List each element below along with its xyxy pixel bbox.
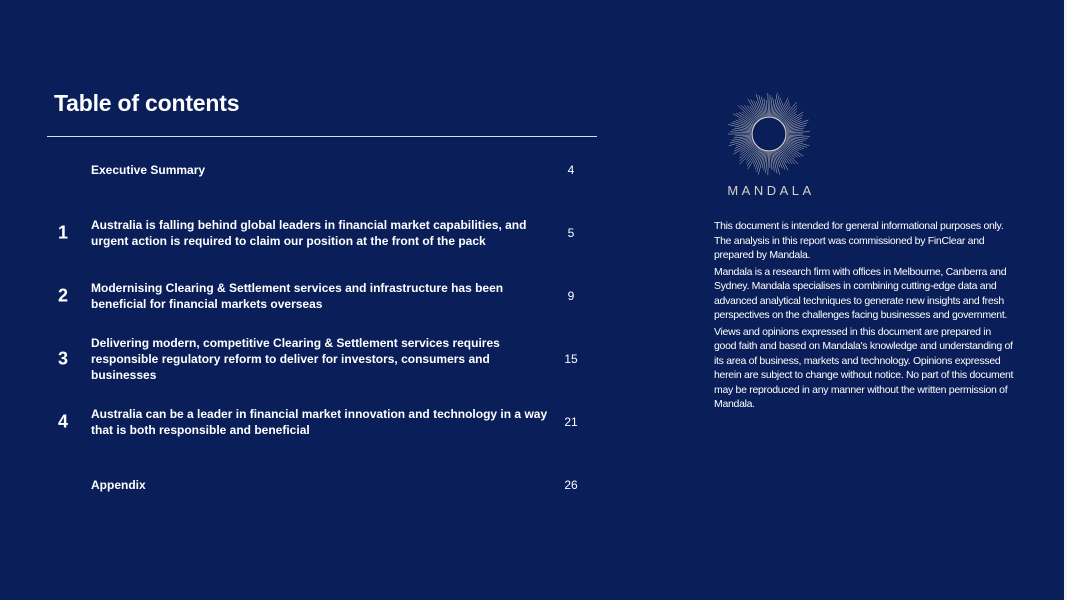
sunburst-ray — [787, 136, 808, 138]
toc-item-title: Modernising Clearing & Settlement services and infrastructure has been beneficial for financial markets overseas — [91, 281, 504, 311]
disclaimer-paragraph: Views and opinions expressed in this document are prepared in good faith and based on Mandala's knowledge and understanding of its area of business, markets and technology. Opinions expressed herein are subject to change without notice. No part of this document may be reproduced in any manner without the written permission of Mandala. — [714, 325, 1014, 410]
sunburst-ray — [770, 95, 771, 116]
toc-item-number: 4 — [58, 411, 69, 432]
sunburst-ray — [732, 130, 751, 132]
toc-item-title: Appendix — [91, 478, 146, 492]
toc-item-executive-summary[interactable] — [0, 150, 600, 190]
sunburst-ray — [776, 103, 783, 118]
toc-item-number: 1 — [58, 222, 69, 243]
sunburst-ray — [733, 121, 752, 128]
sunburst-ray — [735, 135, 751, 136]
disclaimer-block — [714, 219, 1014, 414]
toc-item-page: 21 — [564, 415, 578, 429]
toc-item-page: 9 — [567, 289, 575, 303]
logo-wordmark: MANDALA — [727, 183, 815, 198]
sunburst-ray — [787, 132, 810, 133]
toc-item-number: 3 — [58, 348, 69, 369]
toc-item-title: Australia is falling behind global leaders in financial market capabilities, and urgent action is required to claim our position at the front of the pack — [91, 218, 527, 248]
sunburst-ray — [730, 132, 751, 133]
toc-item-number: 2 — [58, 285, 69, 306]
mandala-sunburst-icon — [724, 92, 814, 182]
toc-item-page: 26 — [564, 478, 578, 492]
title-divider — [47, 136, 597, 137]
sunburst-ray — [768, 93, 769, 116]
toc-item-section-4[interactable] — [0, 402, 600, 442]
sunburst-ray — [786, 120, 802, 127]
sunburst-ray — [739, 112, 754, 123]
sunburst-ray — [786, 139, 809, 146]
toc-item-page: 5 — [567, 226, 575, 240]
sunburst-ray — [776, 100, 783, 117]
sunburst-ray — [768, 152, 769, 175]
toc-item-title: Delivering modern, competitive Clearing & Settlement services requires responsible regulatory reform to deliver for investors, consumers and businesses — [91, 336, 500, 382]
disclaimer-paragraph: This document is intended for general informational purposes only. The analysis in this report was commissioned by FinClear and prepared by Mandala. — [714, 220, 1004, 261]
page-title: Table of contents — [54, 90, 240, 116]
toc-item-section-1[interactable] — [0, 213, 600, 253]
toc-item-section-3[interactable] — [0, 336, 600, 382]
toc-item-page: 4 — [567, 163, 575, 177]
toc-item-page: 15 — [564, 352, 578, 366]
toc-item-title: Executive Summary — [91, 163, 206, 177]
sunburst-ray — [787, 135, 810, 136]
disclaimer-paragraph: Mandala is a research firm with offices in Melbourne, Canberra and Sydney. Mandala specialises in combining cutting-edge data and advanced analytical techniques to generate new insights and fresh perspectives on the challenges facing businesses and government. — [714, 265, 1008, 321]
toc-item-appendix[interactable] — [0, 465, 600, 505]
toc-item-section-2[interactable] — [0, 276, 600, 316]
toc-item-title: Australia can be a leader in financial market innovation and technology in a way that is both responsible and beneficial — [91, 407, 548, 437]
